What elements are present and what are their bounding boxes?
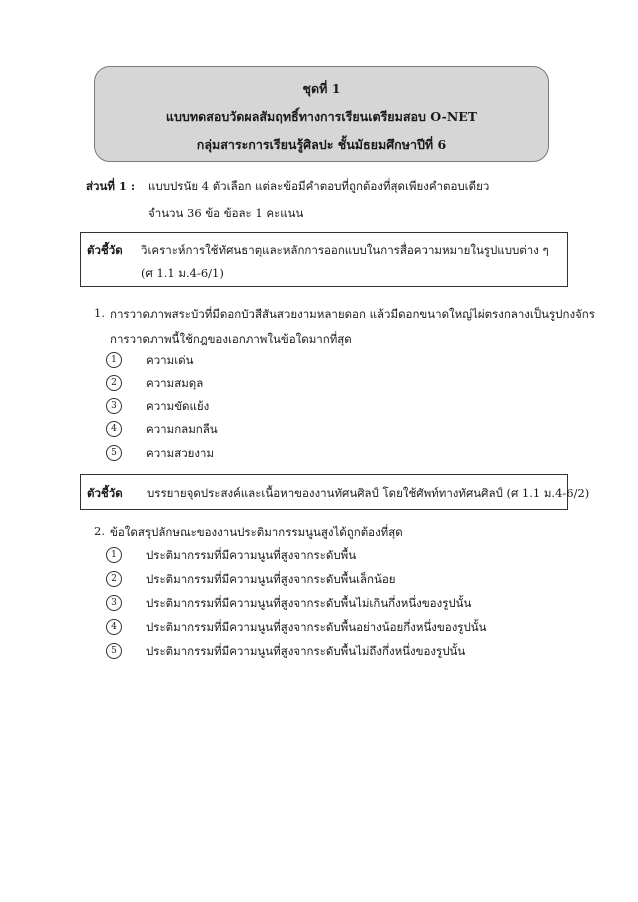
choice-number-circle: 3 <box>106 595 122 611</box>
choice-number-circle: 5 <box>106 643 122 659</box>
question-1-text-line-1: การวาดภาพสระบัวที่มีดอกบัวสีสันสวยงามหลายดอก แล้วมีดอกขนาดใหญ่ไผ่ตรงกลางเป็นรูปกงจักร <box>110 307 595 321</box>
choice-text: ความกลมกลืน <box>146 422 218 436</box>
question-2-number: 2. <box>94 524 105 538</box>
choice-number-circle: 4 <box>106 421 122 437</box>
indicator-box-2 <box>80 474 590 510</box>
choice-text: ความขัดแย้ง <box>146 399 210 413</box>
question-1-text-line-2: การวาดภาพนี้ใช้กฎของเอกภาพในข้อใดมากที่สุด <box>110 332 352 346</box>
choice-number-circle: 2 <box>106 571 122 587</box>
choice-text: ประติมากรรมที่มีความนูนที่สูงจากระดับพื้นไม่ถึงกึ่งหนึ่งของรูปนั้น <box>146 644 466 658</box>
question-1-number: 1. <box>94 306 105 320</box>
exam-set-title: ชุดที่ 1 <box>302 81 341 96</box>
choice-text: ประติมากรรมที่มีความนูนที่สูงจากระดับพื้นอย่างน้อยกึ่งหนึ่งของรูปนั้น <box>146 620 487 634</box>
exam-subtitle: แบบทดสอบวัดผลสัมฤทธิ์ทางการเรียนเตรียมสอบ O-NET <box>165 109 478 124</box>
indicator-label: ตัวชี้วัด <box>87 243 123 257</box>
choice-text: ความเด่น <box>146 353 194 367</box>
choice-number-circle: 5 <box>106 445 122 461</box>
exam-header-box <box>94 66 549 162</box>
choice-number-circle: 1 <box>106 352 122 368</box>
choice-text: ประติมากรรมที่มีความนูนที่สูงจากระดับพื้น <box>146 548 357 562</box>
choice-text: ประติมากรรมที่มีความนูนที่สูงจากระดับพื้นไม่เกินกึ่งหนึ่งของรูปนั้น <box>146 596 472 610</box>
indicator-code: (ศ 1.1 ม.4-6/1) <box>141 266 224 280</box>
indicator-text: วิเคราะห์การใช้ทัศนธาตุและหลักการออกแบบในการสื่อความหมายในรูปแบบต่าง ๆ <box>141 243 549 257</box>
choice-text: ความสมดุล <box>146 376 204 390</box>
choice-number-circle: 1 <box>106 547 122 563</box>
choice-number-circle: 3 <box>106 398 122 414</box>
indicator-label: ตัวชี้วัด <box>87 486 123 500</box>
choice-text: ประติมากรรมที่มีความนูนที่สูงจากระดับพื้นเล็กน้อย <box>146 572 396 586</box>
section-description: แบบปรนัย 4 ตัวเลือก แต่ละข้อมีคำตอบที่ถูกต้องที่สุดเพียงคำตอบเดียว <box>148 179 490 193</box>
section-label: ส่วนที่ 1 : <box>86 179 136 193</box>
exam-subject: กลุ่มสาระการเรียนรู้ศิลปะ ชั้นมัธยมศึกษาปีที่ 6 <box>196 137 447 152</box>
choice-text: ความสวยงาม <box>146 446 215 460</box>
choice-number-circle: 2 <box>106 375 122 391</box>
choice-number-circle: 4 <box>106 619 122 635</box>
indicator-box-1 <box>80 232 568 287</box>
question-2-text-line-1: ข้อใดสรุปลักษณะของงานประติมากรรมนูนสูงได้ถูกต้องที่สุด <box>110 525 403 539</box>
section-detail: จำนวน 36 ข้อ ข้อละ 1 คะแนน <box>148 206 304 220</box>
indicator-text: บรรยายจุดประสงค์และเนื้อหาของงานทัศนศิลป์ โดยใช้ศัพท์ทางทัศนศิลป์ (ศ 1.1 ม.4-6/2) <box>147 486 590 500</box>
